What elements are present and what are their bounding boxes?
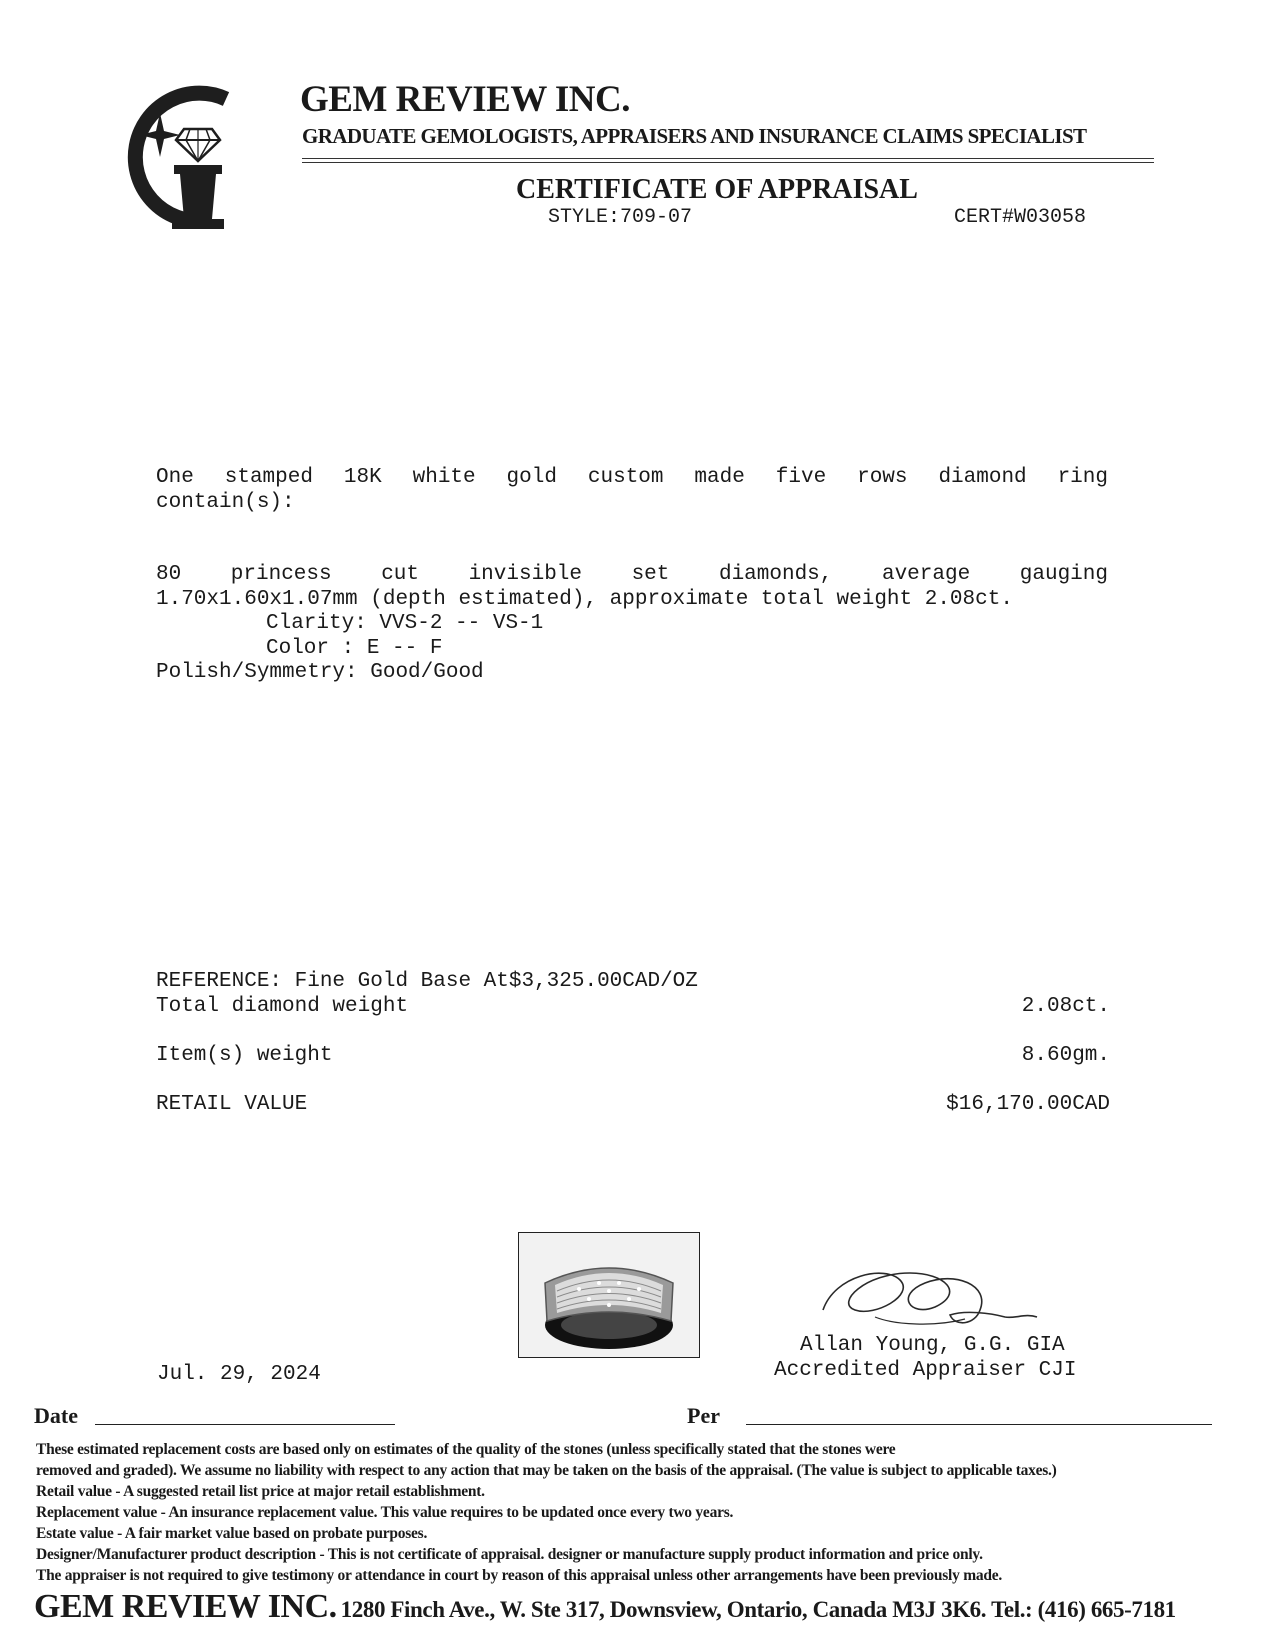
appraiser-signature (815, 1255, 1045, 1340)
total-diamond-weight-label: Total diamond weight (156, 995, 409, 1018)
retail-value-amount: $16,170.00CAD (946, 1093, 1110, 1116)
certificate-title: CERTIFICATE OF APPRAISAL (516, 174, 918, 205)
date-label: Date (34, 1403, 78, 1428)
disclaimer-line-3: Retail value - A suggested retail list price at major retail establishment. (36, 1483, 485, 1500)
style-number: STYLE:709-07 (548, 206, 693, 229)
per-signature-line (746, 1424, 1212, 1425)
diamond-ring-image (519, 1233, 699, 1357)
footer (34, 1588, 1176, 1626)
header-rule-top (302, 158, 1154, 159)
disclaimer-line-7: The appraiser is not required to give testimony or attendance in court by reason of this appraisal unless other arrangements have been previously made. (36, 1567, 1003, 1584)
reference-gold-base: REFERENCE: Fine Gold Base At$3,325.00CAD/OZ (156, 970, 698, 993)
footer-company-name: GEM REVIEW INC. (34, 1588, 337, 1625)
retail-value-label: RETAIL VALUE (156, 1093, 308, 1116)
disclaimer-line-1: These estimated replacement costs are based only on estimates of the quality of the stones (unless specifically stated that the stones were (36, 1441, 896, 1458)
description-line-2: contain(s): (156, 491, 295, 514)
appraiser-name: Allan Young, G.G. GIA (800, 1334, 1065, 1357)
description-line-1: One stamped 18K white gold custom made five rows diamond ring (156, 466, 1108, 489)
footer-address: 1280 Finch Ave., W. Ste 317, Downsview, Ontario, Canada M3J 3K6. Tel.: (416) 665-7181 (340, 1597, 1176, 1622)
company-tagline: GRADUATE GEMOLOGISTS, APPRAISERS AND INSURANCE CLAIMS SPECIALIST (302, 124, 1087, 148)
appraiser-accreditation: Accredited Appraiser CJI (774, 1359, 1077, 1382)
color-grade: Color : E -- F (266, 637, 443, 660)
polish-symmetry: Polish/Symmetry: Good/Good (156, 661, 484, 684)
total-diamond-weight-row (156, 995, 1110, 1018)
date-signature-line (95, 1424, 395, 1425)
retail-value-row (156, 1093, 1110, 1116)
item-weight-label: Item(s) weight (156, 1044, 333, 1067)
disclaimer-line-2: removed and graded). We assume no liability with respect to any action that may be taken on the basis of the appraisal. (The value is subject to applicable taxes.) (36, 1462, 1057, 1479)
disclaimer-line-4: Replacement value - An insurance replacement value. This value requires to be updated once every two years. (36, 1504, 734, 1521)
item-weight-row (156, 1044, 1110, 1067)
description-line-3: 80 princess cut invisible set diamonds, average gauging (156, 563, 1108, 586)
gem-pedestal-logo (108, 85, 240, 235)
company-name: GEM REVIEW INC. (300, 79, 630, 120)
description-line-4: 1.70x1.60x1.07mm (depth estimated), approximate total weight 2.08ct. (156, 588, 1013, 611)
header-rule-bottom (302, 162, 1154, 163)
clarity-grade: Clarity: VVS-2 -- VS-1 (266, 612, 544, 635)
ring-photo (518, 1232, 700, 1358)
appraisal-date: Jul. 29, 2024 (157, 1363, 321, 1386)
total-diamond-weight-value: 2.08ct. (1021, 995, 1110, 1018)
disclaimer-line-6: Designer/Manufacturer product description - This is not certificate of appraisal. designer or manufacture supply product information and price only. (36, 1546, 983, 1563)
item-weight-value: 8.60gm. (1021, 1044, 1110, 1067)
per-label: Per (687, 1403, 720, 1428)
certificate-number: CERT#W03058 (954, 206, 1087, 229)
disclaimer-line-5: Estate value - A fair market value based on probate purposes. (36, 1525, 428, 1542)
